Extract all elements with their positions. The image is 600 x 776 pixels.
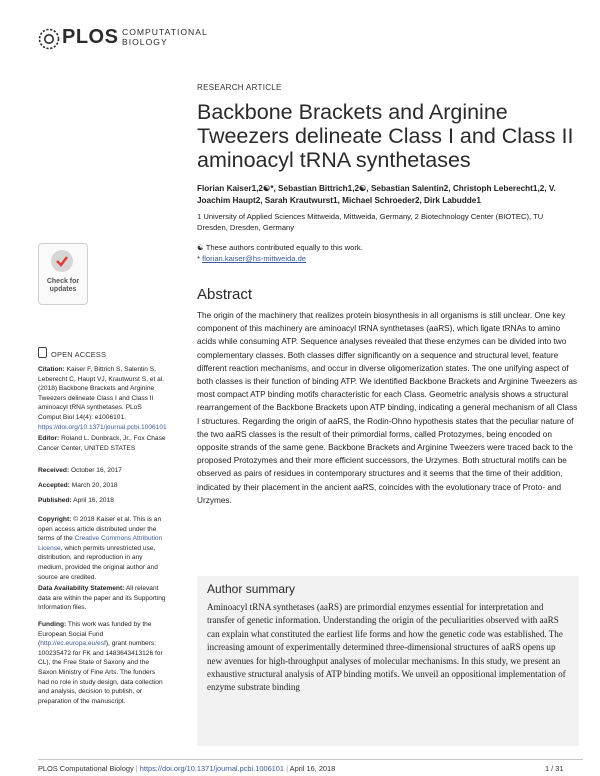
funding-block: Funding: This work was funded by the European Social Fund (http://ec.europa.eu/esf), grant numbers: 100235472 for FK and 1483643413126 for CL), the Free State of Saxony and the Saxon Ministry of Fine Arts. The funders had no role in study design, data collection and analysis, decision to publish, or preparation of the manuscript. <box>38 621 163 705</box>
published-date: Published: April 16, 2018 <box>38 497 114 504</box>
author-summary-heading: Author summary <box>207 582 296 596</box>
copyright-block: Copyright: © 2018 Kaiser et al. This is an open access article distributed under the terms of the Creative Commons Attribution License, which permits unrestricted use, distribution, and reproduction in any medium, provided the original author and source are credited. <box>38 516 163 581</box>
footer-date: April 16, 2018 <box>289 764 336 773</box>
footer-journal: PLOS Computational Biology <box>38 764 134 773</box>
plos-logo-icon <box>38 28 60 50</box>
citation-block: Citation: Kaiser F, Bittrich S, Salentin S, Leberecht C, Haupt VJ, Krautwurst S, et al. (2018) Backbone Brackets and Arginine Tweezers delineate Class I and Class II aminoacyl tRNA synthetases. PLoS Comput Biol 14(4): e1006101. https://doi.org/10.1371/journal.pcbi.1006101 <box>38 366 167 431</box>
author-list: Florian Kaiser1,2☯*, Sebastian Bittrich1,2☯, Sebastian Salentin2, Christoph Leberecht1,2, V. Joachim Haupt2, Sarah Krautwurst1, Michael Schroeder2, Dirk Labudde1 <box>197 184 556 205</box>
check-for-updates-badge[interactable] <box>38 243 86 303</box>
funding-link[interactable]: http://ec.europa.eu/esf <box>40 640 106 648</box>
logo-text: PLOS <box>62 26 119 48</box>
footer-divider <box>38 759 583 760</box>
page-number: 1 / 31 <box>545 764 564 773</box>
author-notes <box>197 242 575 264</box>
journal-logo[interactable] <box>38 22 208 56</box>
license-link[interactable]: Creative Commons Attribution License <box>38 535 163 552</box>
accepted-date: Accepted: March 20, 2018 <box>38 482 118 489</box>
open-access-label: OPEN ACCESS <box>38 347 106 359</box>
data-availability-block: Data Availability Statement: All relevant data are within the paper and its Supporting Information files. <box>38 585 166 612</box>
citation-doi-link[interactable]: https://doi.org/10.1371/journal.pcbi.1006101 <box>38 423 167 431</box>
abstract-heading: Abstract <box>197 286 253 303</box>
article-title: Backbone Brackets and Arginine Tweezers delineate Class I and Class II aminoacyl tRNA synthetases <box>197 100 574 172</box>
check-updates-icon <box>50 249 74 273</box>
footer-doi-link[interactable]: https://doi.org/10.1371/journal.pcbi.1006101 <box>139 764 285 773</box>
check-updates-label: Check for updates <box>46 278 80 293</box>
journal-name: COMPUTATIONAL BIOLOGY <box>122 27 208 47</box>
received-date: Received: October 16, 2017 <box>38 467 122 474</box>
page-footer: PLOS Computational Biology | https://doi.org/10.1371/journal.pcbi.1006101 | April 16, 2018 <box>38 764 336 773</box>
affiliations: 1 University of Applied Sciences Mittweida, Mittweida, Germany, 2 Biotechnology Center (BIOTEC), TU Dresden, Dresden, Germany <box>197 212 544 232</box>
author-summary-body: Aminoacyl tRNA synthetases (aaRS) are primordial enzymes essential for interpretation and transfer of genetic information. Understanding the origin of the peculiarities observed with aaRS can explain what constituted the earliest life forms and how the genetic code was established. The increasing amount of experimentally determined three-dimensional structures of aaRS opens up new avenues for high-throughput analyses of molecular mechanisms. In this study, we present an exhaustive structural analysis of ATP binding motifs. We unveil an oppositional implementation of enzyme substrate binding <box>207 602 566 693</box>
open-lock-icon <box>38 347 47 358</box>
article-type: RESEARCH ARTICLE <box>197 83 282 92</box>
corresponding-email-link[interactable]: florian.kaiser@hs-mittweida.de <box>202 254 307 263</box>
editor-block: Editor: Roland L. Dunbrack, Jr., Fox Chase Cancer Center, UNITED STATES <box>38 435 166 452</box>
corresponding-author-note: * florian.kaiser@hs-mittweida.de <box>197 254 307 263</box>
equal-contribution-note: ☯ These authors contributed equally to this work. <box>197 243 363 252</box>
abstract-body: The origin of the machinery that realizes protein biosynthesis in all organisms is still unclear. One key component of this machinery are aminoacyl tRNA synthetases (aaRS), which ligate tRNAs to amino acids while consuming ATP. Sequence analyses revealed that these enzymes can be divided into two complementary classes. Both classes differ significantly on a sequence and structural level, feature different reaction mechanisms, and occur in diverse oligomerization states. The one unifying aspect of both classes is their function of binding ATP. We identified Backbone Brackets and Arginine Tweezers as most compact ATP binding motifs characteristic for each Class. Geometric analysis shows a structural rearrangement of the Backbone Brackets upon ATP binding, indicating a general mechanism of all Class I structures. Regarding the origin of aaRS, the Rodin-Ohno hypothesis states that the peculiar nature of the two aaRS classes is the result of their primordial forms, called Protozymes, being encoded on opposite strands of the same gene. Backbone Brackets and Arginine Tweezers were traced back to the proposed Protozymes and their more efficient successors, the Urzymes. Both structural motifs can be observed as pairs of residues in contemporary structures and it seems that the time of their addition, indicated by their placement in the ancient aaRS, coincides with the evolutionary trace of Proto- and Urzymes. <box>197 311 578 505</box>
